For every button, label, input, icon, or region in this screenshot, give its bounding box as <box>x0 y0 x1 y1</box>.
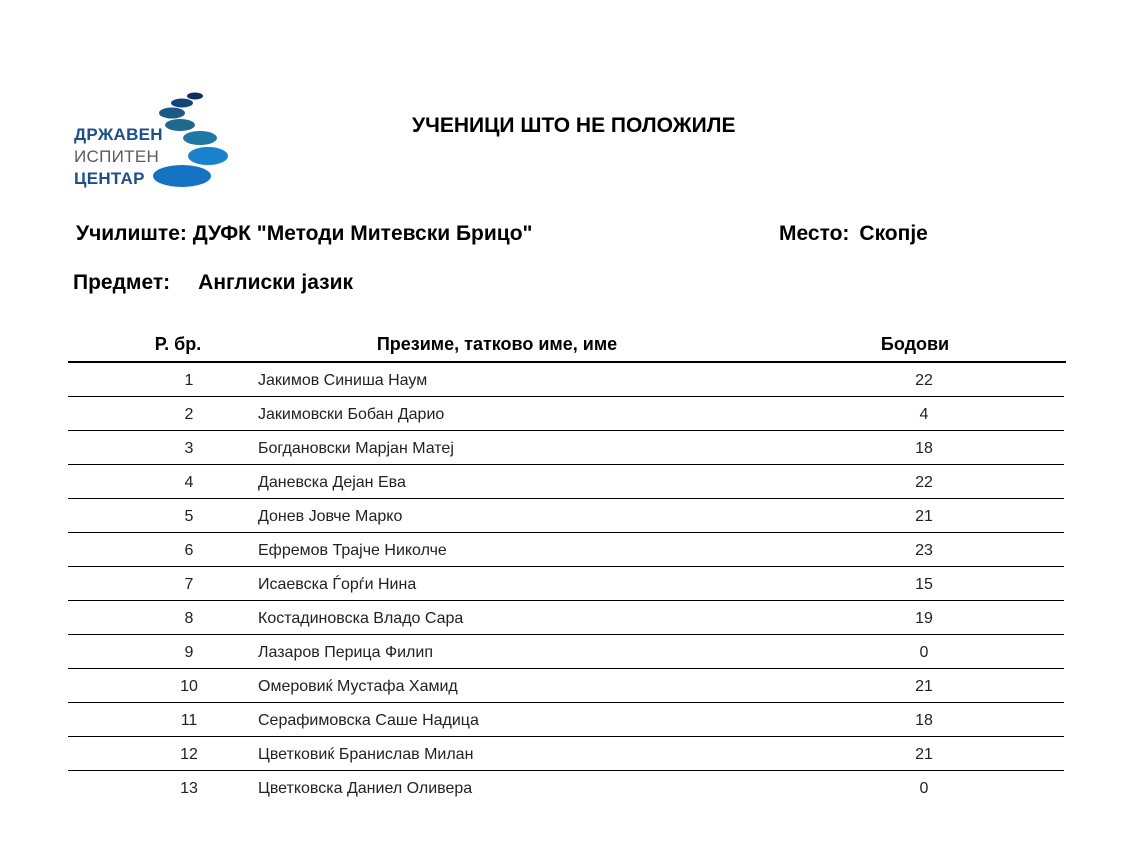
table-row <box>68 703 1064 737</box>
row-points: 21 <box>915 678 933 695</box>
row-points: 18 <box>915 440 933 457</box>
logo <box>70 88 240 193</box>
table-body <box>68 363 1064 804</box>
row-points: 19 <box>915 610 933 627</box>
school-field <box>76 222 533 246</box>
row-points: 21 <box>915 508 933 525</box>
table-header <box>68 330 1066 363</box>
table-row <box>68 431 1064 465</box>
table-row <box>68 533 1064 567</box>
row-number: 11 <box>180 712 198 729</box>
row-points: 21 <box>915 746 933 763</box>
row-name: Лазаров Перица Филип <box>258 644 433 661</box>
row-name: Јакимовски Бобан Дарио <box>258 406 445 423</box>
row-number: 12 <box>180 746 198 763</box>
row-number: 5 <box>184 508 194 525</box>
school-label: Училиште: <box>76 222 187 245</box>
row-number: 3 <box>184 440 194 457</box>
row-name: Богдановски Марјан Матеј <box>258 440 454 457</box>
row-name: Серафимовска Саше Надица <box>258 712 479 729</box>
place-label: Место: <box>779 222 850 245</box>
header-points: Бодови <box>880 334 950 354</box>
row-name: Јакимов Синиша Наум <box>258 372 428 389</box>
table-row <box>68 567 1064 601</box>
logo-text-line3: ЦЕНТАР <box>74 169 145 188</box>
row-number: 2 <box>184 406 194 423</box>
row-name: Донев Јовче Марко <box>258 508 403 525</box>
row-name: Цветковиќ Бранислав Милан <box>258 746 474 763</box>
row-name: Омеровиќ Мустафа Хамид <box>258 678 458 695</box>
row-number: 10 <box>180 678 198 695</box>
place-field <box>779 222 928 246</box>
row-points: 22 <box>915 474 933 491</box>
row-points: 4 <box>919 406 929 423</box>
row-points: 0 <box>919 780 929 797</box>
table-row <box>68 363 1064 397</box>
row-points: 23 <box>915 542 933 559</box>
subject-label: Предмет: <box>73 271 171 294</box>
school-value: ДУФК "Методи Митевски Брицо" <box>192 222 533 245</box>
row-name: Костадиновска Владо Сара <box>258 610 464 627</box>
row-name: Ефремов Трајче Николче <box>258 542 447 559</box>
row-number: 13 <box>180 780 198 797</box>
table-row <box>68 669 1064 703</box>
logo-text-line2: ИСПИТЕН <box>74 147 160 166</box>
row-number: 7 <box>184 576 194 593</box>
row-number: 6 <box>184 542 194 559</box>
row-points: 22 <box>915 372 933 389</box>
row-number: 8 <box>184 610 194 627</box>
table-row <box>68 771 1064 804</box>
header-name: Презиме, татково име, име <box>376 334 618 354</box>
row-name: Исаевска Ѓорѓи Нина <box>258 576 417 593</box>
place-value: Скопје <box>859 222 928 245</box>
row-name: Даневска Дејан Ева <box>258 474 406 491</box>
row-points: 15 <box>915 576 933 593</box>
row-number: 1 <box>184 372 194 389</box>
logo-text-line1: ДРЖАВЕН <box>74 125 163 144</box>
table-row <box>68 635 1064 669</box>
row-number: 4 <box>184 474 194 491</box>
row-number: 9 <box>184 644 194 661</box>
table-row <box>68 601 1064 635</box>
header-number: Р. бр. <box>154 334 202 354</box>
subject-field <box>73 271 353 295</box>
table-row <box>68 499 1064 533</box>
table-row <box>68 465 1064 499</box>
table-row <box>68 737 1064 771</box>
page-title: УЧЕНИЦИ ШТО НЕ ПОЛОЖИЛЕ <box>412 114 736 137</box>
row-points: 18 <box>915 712 933 729</box>
subject-value: Англиски јазик <box>198 271 354 294</box>
row-points: 0 <box>919 644 929 661</box>
row-name: Цветковска Даниел Оливера <box>258 780 473 797</box>
table-row <box>68 397 1064 431</box>
